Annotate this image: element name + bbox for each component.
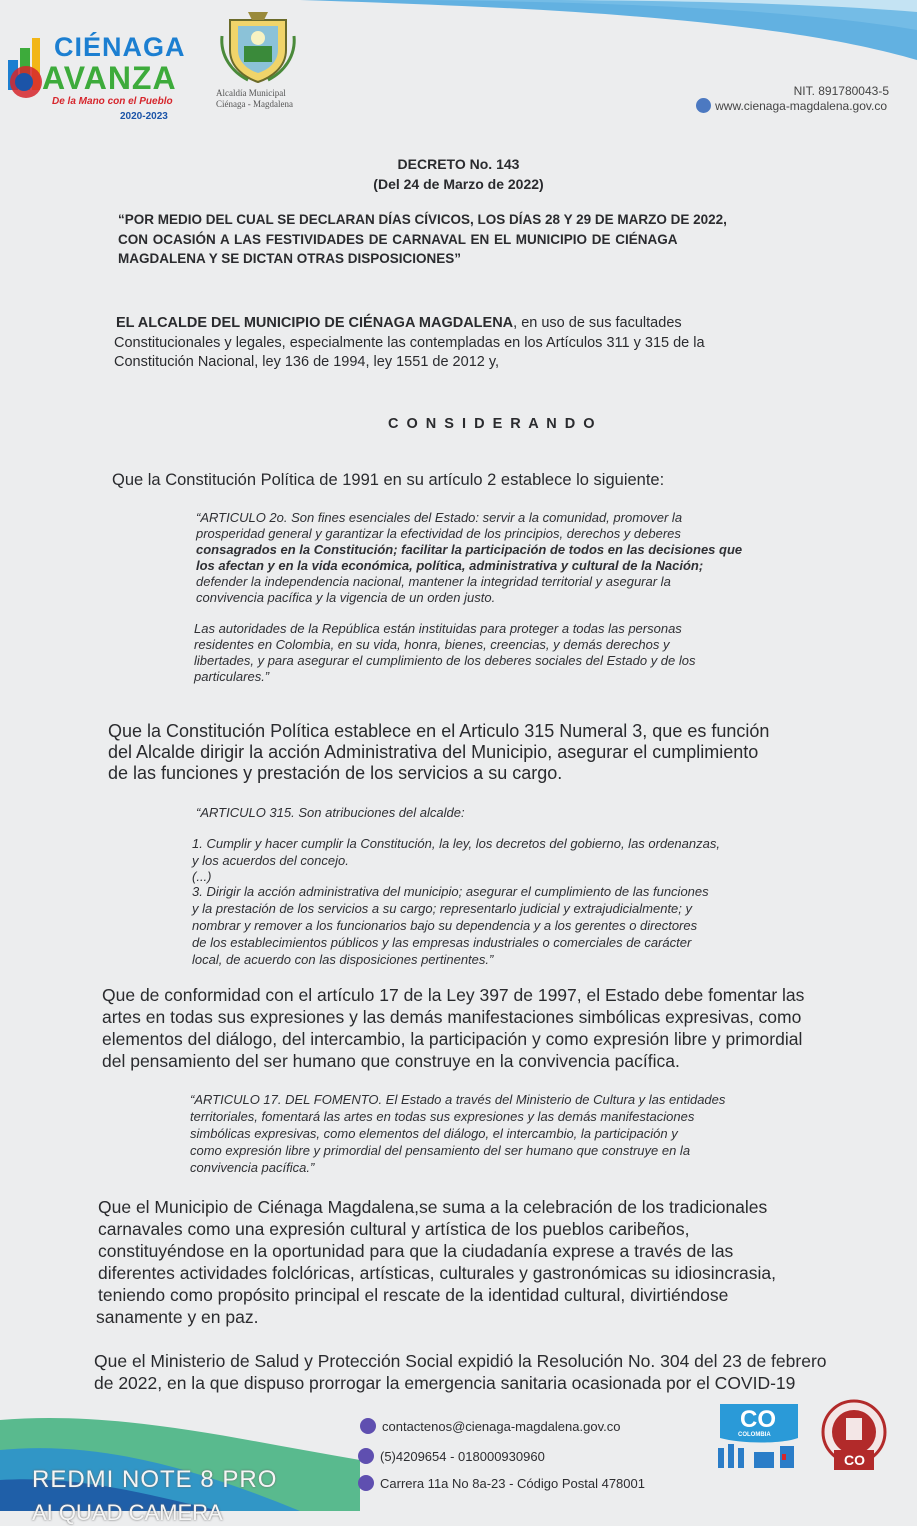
footer-email-row [360, 1418, 620, 1434]
quote1-line: particulares.” [194, 669, 270, 684]
quote2-line: nombrar y remover a los funcionarios bajo su dependencia y a los gerentes o directores [192, 918, 698, 933]
paragraph-2-line: Que la Constitución Política establece en el Articulo 315 Numeral 3, que es función [108, 721, 770, 741]
decree-number: DECRETO No. 143 [397, 156, 520, 172]
paragraph-2-line: del Alcalde dirigir la acción Administrativa del Municipio, asegurar el cumplimiento [108, 742, 759, 762]
quote3-line: convivencia pacífica.” [190, 1160, 315, 1175]
nit-number: NIT. 891780043-5 [793, 84, 889, 98]
paragraph-3-line: elementos del diálogo, del intercambio, la participación y como expresión libre y primordial [102, 1029, 803, 1049]
paragraph-2-line: de las funciones y prestación de los servicios a su cargo. [108, 763, 563, 783]
shield-caption-1: Alcaldía Municipal [216, 88, 286, 98]
paragraph-5-line: Que el Ministerio de Salud y Protección Social expidió la Resolución No. 304 del 23 de febrero [94, 1351, 827, 1371]
footer-email[interactable]: contactenos@cienaga-magdalena.gov.co [382, 1418, 621, 1434]
email-icon [360, 1418, 376, 1434]
co-colombia-badge [712, 1400, 804, 1472]
footer-phone[interactable]: (5)4209654 - 018000930960 [380, 1448, 545, 1464]
quote1-line: residentes en Colombia, en su vida, honra, bienes, creencias, y demás derechos y [194, 637, 670, 652]
footer-phone-row [358, 1448, 545, 1464]
quote1-line: defender la independencia nacional, mantener la integridad territorial y asegurar la [196, 574, 671, 589]
location-icon [358, 1475, 374, 1491]
paragraph-4-line: carnavales como una expresión cultural y artística de los pueblos caribeños, [98, 1219, 690, 1239]
website-link[interactable]: www.cienaga-magdalena.gov.co [715, 98, 887, 113]
globe-icon [696, 98, 711, 113]
preamble-line1 [116, 315, 682, 331]
quote1-line: consagrados en la Constitución; facilitar la participación de todos en las decisiones que [196, 542, 743, 557]
paragraph-4-line: diferentes actividades folclóricas, artísticas, culturales y gastronómicas su idiosincrasia, [98, 1263, 776, 1283]
paragraph-1: Que la Constitución Política de 1991 en su artículo 2 establece lo siguiente: [112, 471, 665, 489]
logo-line2: AVANZA [42, 60, 177, 96]
quote2-line: de los establecimientos públicos y las empresas industriales o comerciales de carácter [192, 935, 692, 950]
shield-caption-2: Ciénaga - Magdalena [216, 99, 293, 109]
quote2-line: y la prestación de los servicios a su cargo; representarlo judicial y extrajudicialmente; y [192, 901, 693, 916]
quote2-line: “ARTICULO 315. Son atribuciones del alcalde: [196, 805, 465, 820]
logo-tagline: De la Mano con el Pueblo [52, 96, 173, 107]
logo-years: 2020-2023 [120, 111, 168, 122]
quote1-line: Las autoridades de la República están instituidas para proteger a todas las personas [194, 621, 682, 636]
preamble-line1-rest: , en uso de sus facultades [513, 315, 682, 331]
decree-title-line3: MAGDALENA Y SE DICTAN OTRAS DISPOSICIONES” [118, 251, 462, 266]
phone-icon [358, 1448, 374, 1464]
quote1-line: convivencia pacífica y la vigencia de un orden justo. [196, 590, 496, 605]
logo-line1: CIÉNAGA [54, 32, 186, 62]
municipal-shield-icon [218, 6, 298, 86]
seal-co-text: CO [844, 1452, 865, 1468]
preamble-authority: EL ALCALDE DEL MUNICIPIO DE CIÉNAGA MAGDALENA [116, 315, 514, 331]
paragraph-3-line: del pensamiento del ser humano que construye en la convivencia pacífica. [102, 1051, 680, 1071]
paragraph-4-line: constituyéndose en la oportunidad para que la ciudadanía exprese a través de las [98, 1241, 734, 1261]
paragraph-4-line: teniendo como propósito principal el rescate de la identidad cultural, divirtiéndose [98, 1285, 729, 1305]
badge-co-text: CO [740, 1406, 776, 1433]
quote1-line: los afectan y en la vida económica, política, administrativa y cultural de la Nación; [196, 558, 704, 573]
quote3-line: territoriales, fomentará las artes en todas sus expresiones y las demás manifestaciones [190, 1109, 695, 1124]
badge-colombia-text: COLOMBIA [738, 1432, 771, 1438]
footer-address-row [358, 1475, 645, 1491]
camera-watermark-line2: AI QUAD CAMERA [32, 1500, 223, 1525]
quote3-line: simbólicas expresivas, como elementos del diálogo, el intercambio, la participación y [190, 1126, 678, 1141]
website-line [696, 98, 887, 113]
footer-address: Carrera 11a No 8a-23 - Código Postal 478001 [380, 1475, 645, 1491]
decree-title-line2: CON OCASIÓN A LAS FESTIVIDADES DE CARNAVAL EN EL MUNICIPIO DE CIÉNAGA [118, 232, 678, 247]
quote1-line: prosperidad general y garantizar la efectividad de los principios, derechos y deberes [196, 526, 681, 541]
camera-watermark-line1: REDMI NOTE 8 PRO [32, 1466, 278, 1493]
official-seal-icon [820, 1398, 888, 1474]
quote2-line: 3. Dirigir la acción administrativa del municipio; asegurar el cumplimiento de las funciones [192, 884, 709, 899]
paragraph-5-line: de 2022, en la que dispuso prorrogar la emergencia sanitaria ocasionada por el COVID-19 [94, 1373, 796, 1393]
paragraph-4-line: Que el Municipio de Ciénaga Magdalena,se suma a la celebración de los tradicionales [98, 1197, 768, 1217]
quote1-line: libertades, y para asegurar el cumplimiento de los deberes sociales del Estado y de los [194, 653, 696, 668]
decree-title-line1: “POR MEDIO DEL CUAL SE DECLARAN DÍAS CÍVICOS, LOS DÍAS 28 Y 29 DE MARZO DE 2022, [118, 212, 727, 227]
decree-date: (Del 24 de Marzo de 2022) [373, 176, 544, 192]
quote2-line: 1. Cumplir y hacer cumplir la Constitución, la ley, los decretos del gobierno, las ordenanzas, [192, 836, 720, 851]
quote3-line: “ARTICULO 17. DEL FOMENTO. El Estado a través del Ministerio de Cultura y las entidades [190, 1092, 726, 1107]
preamble-line2: Constitucionales y legales, especialmente las contempladas en los Artículos 311 y 315 de la [114, 335, 705, 351]
paragraph-4-line: sanamente y en paz. [96, 1307, 259, 1327]
quote2-line: (...) [192, 869, 212, 884]
considerando-heading: C O N S I D E R A N D O [388, 416, 597, 432]
paragraph-3-line: artes en todas sus expresiones y las demás manifestaciones simbólicas expresivas, como [102, 1007, 802, 1027]
quote2-line: y los acuerdos del concejo. [192, 853, 349, 868]
quote1-line: “ARTICULO 2o. Son fines esenciales del Estado: servir a la comunidad, promover la [196, 510, 683, 525]
preamble-line3: Constitución Nacional, ley 136 de 1994, ley 1551 de 2012 y, [114, 354, 500, 370]
quote2-line: local, de acuerdo con las disposiciones pertinentes.” [192, 952, 494, 967]
quote3-line: como expresión libre y primordial del pensamiento del ser humano que construye en la [190, 1143, 691, 1158]
cienaga-avanza-logo [6, 14, 196, 122]
paragraph-3-line: Que de conformidad con el artículo 17 de la Ley 397 de 1997, el Estado debe fomentar las [102, 985, 805, 1005]
